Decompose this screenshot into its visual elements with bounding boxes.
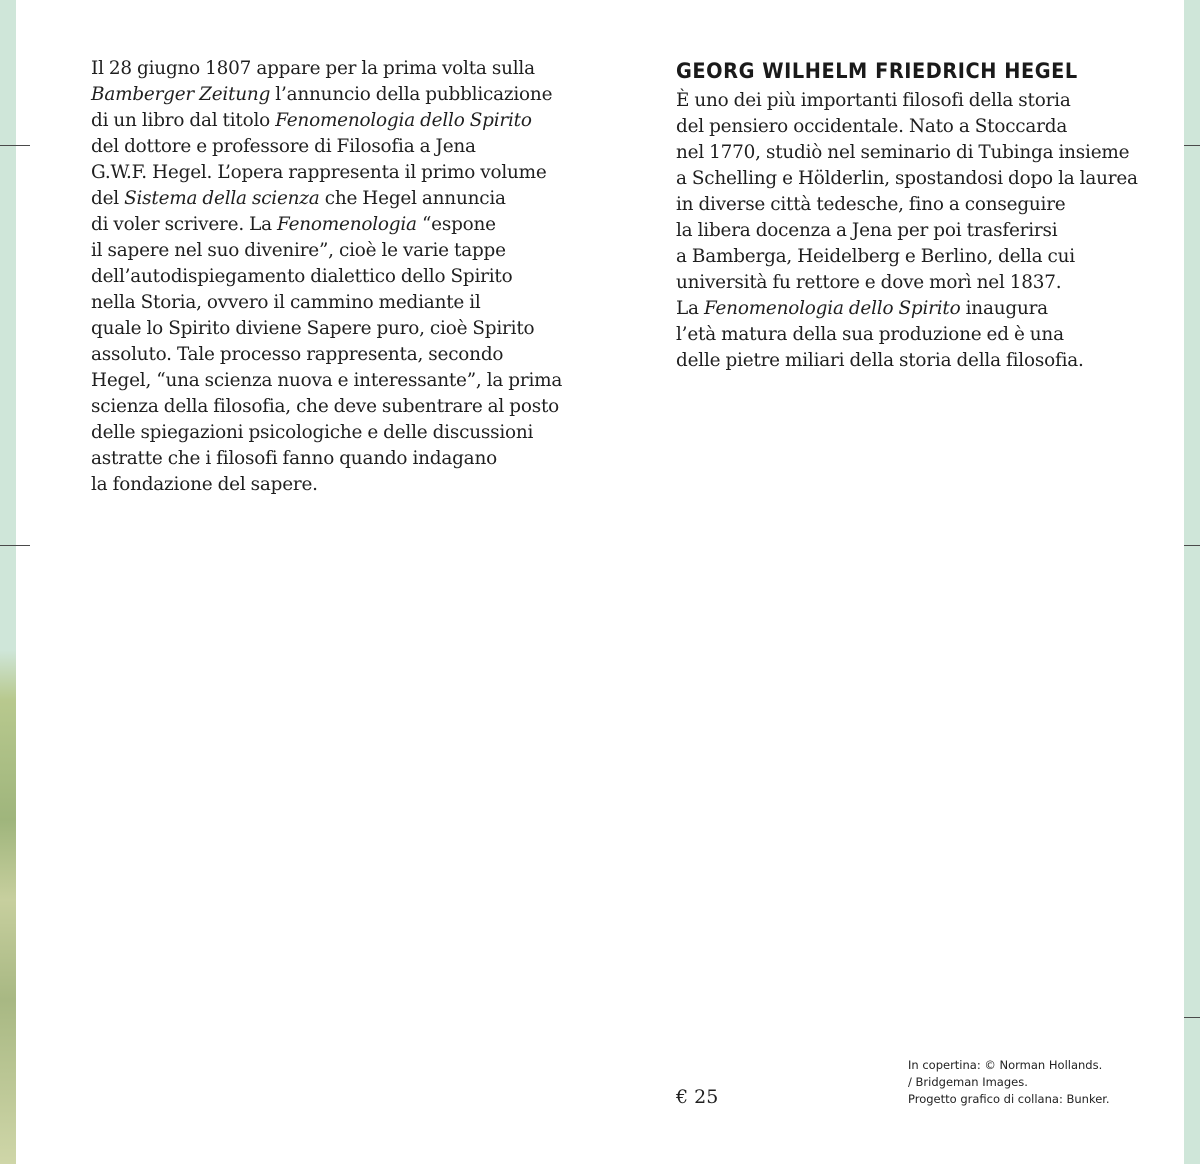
- cover-art-strip-left: [0, 0, 16, 1164]
- text-line: [91, 420, 571, 446]
- credit-line: Progetto grafico di collana: Bunker.: [908, 1092, 1110, 1106]
- text-line: [91, 368, 571, 394]
- text-segment: a Schelling e Hölderlin, spostandosi dopo la laurea: [676, 168, 1138, 189]
- text-line: [91, 290, 571, 316]
- price-label: € 25: [676, 1086, 719, 1108]
- text-segment: delle pietre miliari della storia della filosofia.: [676, 350, 1084, 371]
- text-segment: dell’autodispiegamento dialettico dello Spirito: [91, 266, 513, 287]
- text-line: [91, 56, 571, 82]
- text-segment: la fondazione del sapere.: [91, 474, 318, 495]
- text-line: [91, 134, 571, 160]
- text-line: [91, 342, 571, 368]
- text-segment: l’annuncio della pubblicazione: [270, 84, 553, 105]
- text-line: [91, 394, 571, 420]
- text-line: [676, 192, 1146, 218]
- text-line: [91, 82, 571, 108]
- text-line: [676, 270, 1146, 296]
- text-segment: università fu rettore e dove morì nel 1837.: [676, 272, 1062, 293]
- credit-line: In copertina: © Norman Hollands.: [908, 1058, 1103, 1072]
- credit-line: / Bridgeman Images.: [908, 1075, 1028, 1089]
- text-line: [91, 186, 571, 212]
- text-segment: “espone: [416, 214, 496, 235]
- italic-text: Fenomenologia dello Spirito: [703, 298, 961, 319]
- text-line: [676, 296, 1146, 322]
- text-segment: nel 1770, studiò nel seminario di Tubinga insieme: [676, 142, 1130, 163]
- text-segment: La: [676, 298, 704, 319]
- italic-text: Fenomenologia: [277, 214, 417, 235]
- text-line: [676, 218, 1146, 244]
- text-line: [91, 238, 571, 264]
- text-segment: Hegel, “una scienza nuova e interessante”, la prima: [91, 370, 563, 391]
- author-section: [676, 56, 1146, 374]
- text-segment: di un libro dal titolo: [91, 110, 276, 131]
- text-segment: nella Storia, ovvero il cammino mediante il: [91, 292, 481, 313]
- text-line: [676, 166, 1146, 192]
- text-segment: scienza della filosofia, che deve subentrare al posto: [91, 396, 560, 417]
- text-line: [91, 316, 571, 342]
- text-segment: in diverse città tedesche, fino a conseguire: [676, 194, 1066, 215]
- text-segment: Il 28 giugno 1807 appare per la prima volta sulla: [91, 58, 535, 79]
- text-line: [91, 212, 571, 238]
- text-line: [676, 88, 1146, 114]
- text-line: [676, 114, 1146, 140]
- italic-text: Fenomenologia dello Spirito: [275, 110, 532, 131]
- back-flap-page: [16, 0, 1184, 1164]
- text-segment: del: [91, 188, 125, 209]
- italic-text: Bamberger Zeitung: [91, 84, 271, 105]
- book-description: [91, 56, 571, 498]
- text-line: [91, 108, 571, 134]
- text-segment: delle spiegazioni psicologiche e delle discussioni: [91, 422, 534, 443]
- text-segment: inaugura: [960, 298, 1048, 319]
- crop-mark: [1184, 545, 1200, 546]
- text-line: [91, 472, 571, 498]
- text-segment: assoluto. Tale processo rappresenta, secondo: [91, 344, 504, 365]
- text-line: [91, 446, 571, 472]
- author-name: GEORG WILHELM FRIEDRICH HEGEL: [676, 59, 1078, 83]
- text-segment: quale lo Spirito diviene Sapere puro, cioè Spirito: [91, 318, 535, 339]
- text-segment: G.W.F. Hegel. L’opera rappresenta il primo volume: [91, 162, 547, 183]
- crop-mark: [1184, 1017, 1200, 1018]
- crop-mark: [1184, 145, 1200, 146]
- text-segment: È uno dei più importanti filosofi della storia: [676, 90, 1071, 111]
- text-line: [676, 348, 1146, 374]
- cover-credits: [908, 1057, 1158, 1108]
- text-segment: del pensiero occidentale. Nato a Stoccarda: [676, 116, 1068, 137]
- text-segment: il sapere nel suo divenire”, cioè le varie tappe: [91, 240, 506, 261]
- text-line: [91, 264, 571, 290]
- text-segment: l’età matura della sua produzione ed è una: [676, 324, 1064, 345]
- text-line: [676, 140, 1146, 166]
- author-bio: [676, 88, 1146, 374]
- text-segment: astratte che i filosofi fanno quando indagano: [91, 448, 497, 469]
- text-line: [676, 244, 1146, 270]
- text-segment: la libera docenza a Jena per poi trasferirsi: [676, 220, 1058, 241]
- text-line: [91, 160, 571, 186]
- crop-mark: [0, 145, 30, 146]
- text-segment: di voler scrivere. La: [91, 214, 278, 235]
- text-segment: del dottore e professore di Filosofia a Jena: [91, 136, 476, 157]
- cover-strip-right: [1184, 0, 1200, 1164]
- crop-mark: [0, 545, 30, 546]
- text-segment: che Hegel annuncia: [319, 188, 506, 209]
- italic-text: Sistema della scienza: [124, 188, 320, 209]
- text-line: [676, 322, 1146, 348]
- text-segment: a Bamberga, Heidelberg e Berlino, della cui: [676, 246, 1075, 267]
